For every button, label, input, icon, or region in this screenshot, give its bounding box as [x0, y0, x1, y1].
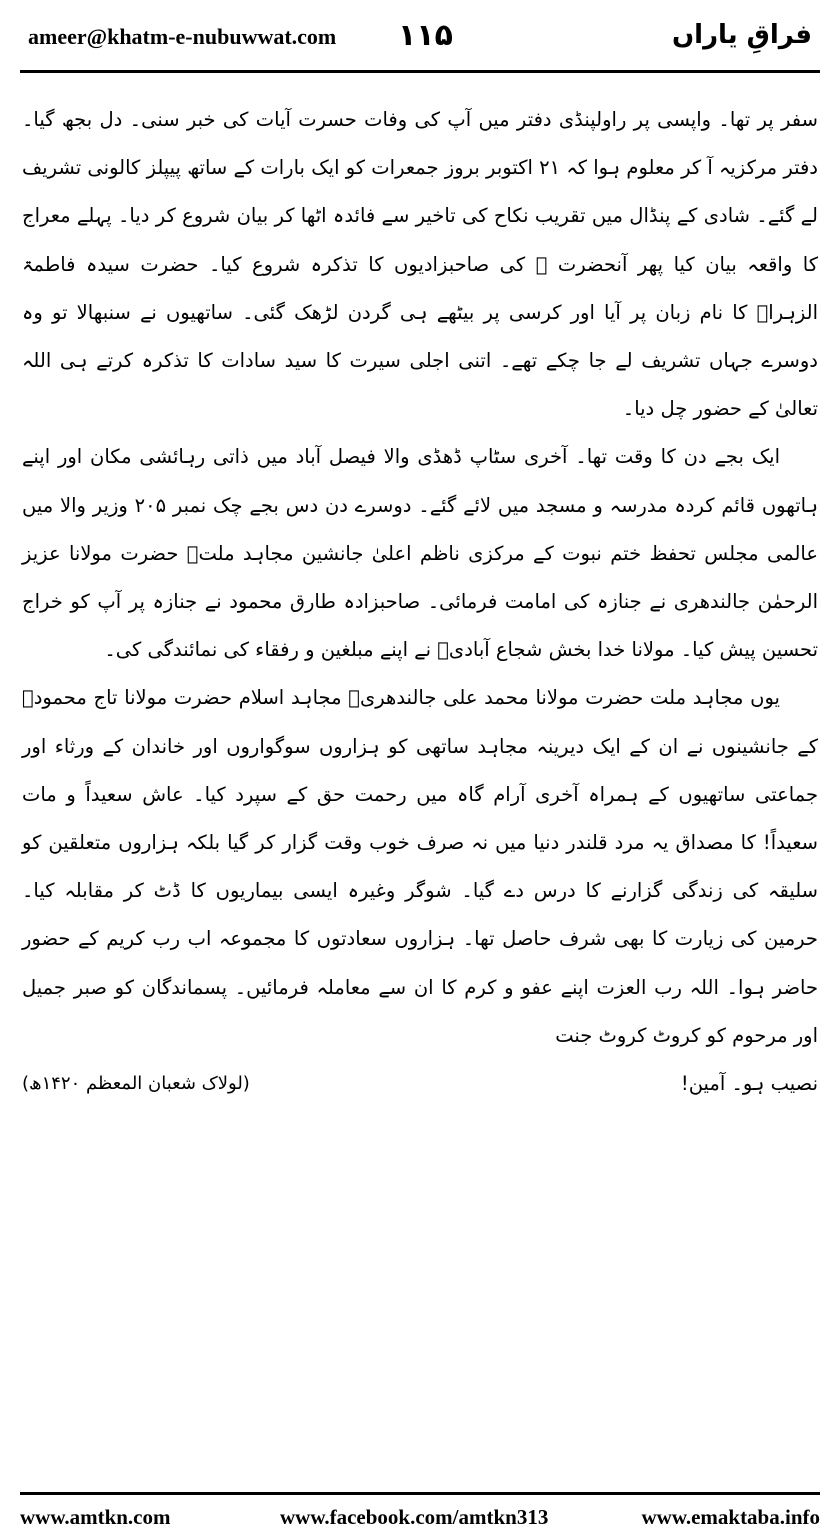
book-title: فراقِ یاراں: [671, 20, 812, 50]
footer-link-emaktaba[interactable]: www.emaktaba.info: [641, 1505, 820, 1529]
footer-link-amtkn[interactable]: www.amtkn.com: [20, 1505, 171, 1529]
closing-line: [22, 1060, 818, 1108]
page-number: ۱۱۵: [398, 18, 453, 53]
footer-link-facebook[interactable]: www.facebook.com/amtkn313: [280, 1505, 549, 1529]
footer-rule: [20, 1492, 820, 1495]
page-footer: [20, 1505, 820, 1535]
header-email: ameer@khatm-e-nubuwwat.com: [28, 24, 337, 49]
paragraph-1: سفر پر تھا۔ واپسی پر راولپنڈی دفتر میں آپ کی وفات حسرت آیات کی خبر سنی۔ دل بجھ گیا۔ دفتر مرکزیہ آ کر معلوم ہوا کہ ۲۱ اکتوبر بروز جمعرات کو ایک بارات کے ساتھ پیپلز کالونی تشریف لے گئے۔ شادی کے پنڈال میں تقریب نکاح کی تاخیر سے فائدہ اٹھا کر بیان شروع کر دیا۔ پہلے معراج کا واقعہ بیان کیا پھر آنحضرت ﷺ کی صاحبزادیوں کا تذکرہ شروع کیا۔ حضرت سیدہ فاطمۃ الزہراؓ کا نام زبان پر آیا اور کرسی پر بیٹھے ہی گردن لڑھک گئی۔ ساتھیوں نے سنبھالا تو وہ دوسرے جہاں تشریف لے جا چکے تھے۔ اتنی اجلی سیرت کا سید سادات کا تذکرہ کرتے ہی اللہ تعالیٰ کے حضور چل دیا۔: [22, 108, 818, 421]
paragraph-2: ایک بجے دن کا وقت تھا۔ آخری سٹاپ ڈھڈی والا فیصل آباد میں ذاتی رہائشی مکان اور اپنے ہاتھوں قائم کردہ مدرسہ و مسجد میں لائے گئے۔ دوسرے دن دس بجے چک نمبر ۲۰۵ وزیر والا میں عالمی مجلس تحفظ ختم نبوت کے مرکزی ناظم اعلیٰ جانشین مجاہد ملتؒ حضرت مولانا عزیز الرحمٰن جالندھری نے جنازہ کی امامت فرمائی۔ صاحبزادہ طارق محمود نے جنازہ پر آپ کو خراج تحسین پیش کیا۔ مولانا خدا بخش شجاع آبادیؒ نے اپنے مبلغین و رفقاء کی نمائندگی کی۔: [22, 445, 818, 662]
source-reference: (لولاک شعبان المعظم ۱۴۲۰ھ): [22, 1073, 250, 1095]
page-body: [22, 96, 818, 1506]
header-rule: [20, 70, 820, 73]
page-header: [28, 14, 812, 66]
paragraph-3: یوں مجاہد ملت حضرت مولانا محمد علی جالندھریؒ مجاہد اسلام حضرت مولانا تاج محمودؒ کے جانشینوں نے ان کے ایک دیرینہ مجاہد ساتھی کو ہزاروں سوگواروں اور خاندان کے ورثاء اور جماعتی ساتھیوں کے ہمراہ آخری آرام گاہ میں رحمت حق کے سپرد کیا۔ عاش سعیداً و مات سعیداً! کا مصداق یہ مرد قلندر دنیا میں نہ صرف خوب وقت گزار کر گیا بلکہ ہزاروں متعلقین کو سلیقہ کی زندگی گزارنے کا درس دے گیا۔ شوگر وغیرہ ایسی بیماریوں کا ڈٹ کر مقابلہ کیا۔ حرمین کی زیارت کا بھی شرف حاصل تھا۔ ہزاروں سعادتوں کا مجموعہ اب رب کریم کے حضور حاضر ہوا۔ اللہ رب العزت اپنے عفو و کرم کا ان سے معاملہ فرمائیں۔ پسماندگان کو صبر جمیل اور مرحوم کو کروٹ کروٹ جنت: [22, 686, 818, 1047]
closing-text: نصیب ہو۔ آمین!: [680, 1072, 818, 1096]
